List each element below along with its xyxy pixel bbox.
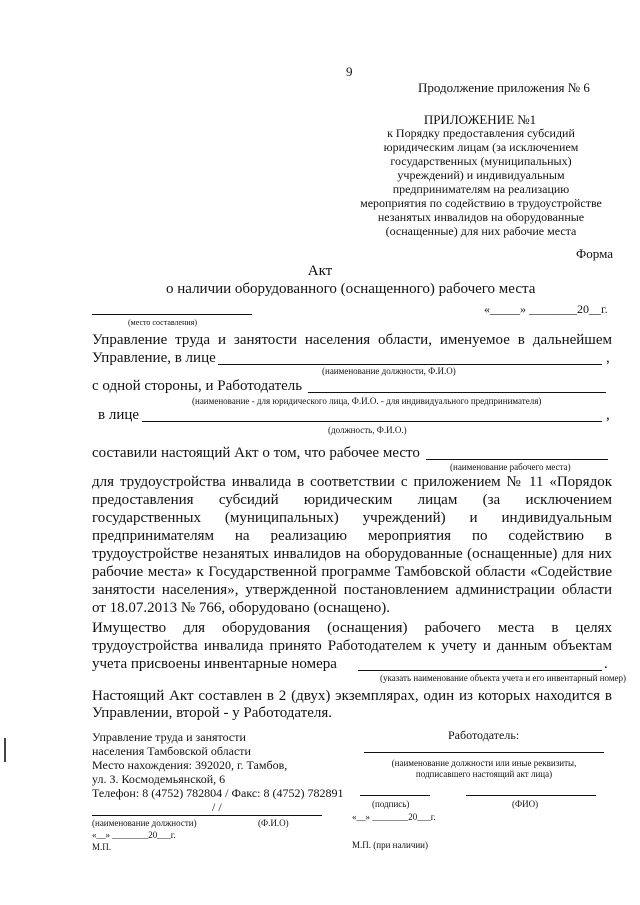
employer-line [308, 392, 606, 393]
body-line: с одной стороны, и Работодатель [92, 378, 303, 394]
caption-left-position: (наименование должности) [92, 818, 197, 828]
paragraph-6 [92, 620, 612, 673]
appendix-line: мероприятия по содействию в трудоустройстве [360, 196, 602, 210]
right-fio-line [466, 795, 596, 796]
appendix-line: юридическим лицам (за исключением [383, 140, 579, 154]
caption-left-fio: (Ф.И.О) [258, 818, 289, 828]
place-line [92, 314, 252, 315]
appendix-line: учреждений) и индивидуальным [397, 168, 565, 182]
caption-workplace: (наименование рабочего места) [450, 462, 571, 472]
body-line: Управление, в лице [92, 350, 216, 366]
body-line: для трудоустройства инвалида в соответствии с приложением № 11 «Порядок [92, 474, 612, 490]
caption-right-signer: подписавшего настоящий акт лица) [415, 769, 553, 779]
left-date: «__» ________20___г. [92, 830, 176, 840]
form-label: Форма [576, 246, 613, 261]
address-line: Телефон: 8 (4752) 782804 / Факс: 8 (4752) 782891 [92, 786, 344, 800]
page-number: 9 [346, 64, 353, 79]
appendix-title: ПРИЛОЖЕНИЕ №1 [423, 112, 537, 127]
appendix-line: (оснащенные) для них рабочие места [385, 224, 577, 238]
body-line: рабочие места» к Государственной программе Тамбовской области «Содействие [92, 564, 612, 580]
body-line: трудоустройстве незанятых инвалидов на оборудованные (оснащенные) для них [92, 546, 612, 562]
appendix-line: государственных (муниципальных) [390, 154, 572, 168]
continuation-note: Продолжение приложения № 6 [418, 80, 590, 95]
body-line: предпринимателям на реализацию мероприятия по содействию в [92, 528, 612, 544]
caption-employer: (наименование - для юридического лица, Ф.И.О. - для индивидуального предпринимателя) [192, 396, 542, 406]
body-line: Управлении, второй - у Работодателя. [92, 705, 333, 721]
workplace-line [426, 459, 608, 460]
place-caption: (место составления) [128, 318, 197, 327]
body-line: Настоящий Акт составлен в 2 (двух) экземплярах, один из которых находится в [92, 688, 612, 704]
caption-position: (наименование должности, Ф.И.О) [322, 366, 456, 376]
paragraph-5 [92, 474, 612, 617]
body-line: Имущество для оборудования (оснащения) рабочего места в целях [92, 620, 612, 636]
left-stamp: М.П. [92, 842, 112, 852]
right-position-line [364, 752, 604, 753]
body-line: Управление труда и занятости населения области, именуемое в дальнейшем [92, 332, 612, 348]
body-line: составили настоящий Акт о том, что рабочее место [92, 445, 420, 461]
body-line: занятости населения», утвержденной постановлением администрации области [92, 582, 612, 598]
body-line: учета присвоены инвентарные номера [92, 656, 337, 672]
address-line: Место нахождения: 392020, г. Тамбов, [92, 758, 288, 772]
employer-title: Работодатель: [448, 728, 520, 742]
body-line: трудоустройства инвалида принято Работодателем к учету и данным объектам [92, 638, 612, 654]
appendix-line: к Порядку предоставления субсидий [387, 126, 575, 140]
body-line: государственных (муниципальных) учреждений) и индивидуальным [92, 510, 612, 526]
address-line: населения Тамбовской области [92, 744, 251, 758]
position2-line [142, 421, 602, 422]
act-title: Акт [307, 263, 333, 279]
appendix-line: предпринимателям на реализацию [392, 182, 570, 196]
signature-slashes: / / [212, 800, 222, 814]
appendix-lines [330, 126, 632, 238]
address-line: ул. З. Космодемьянской, 6 [92, 772, 226, 786]
inventory-line [358, 670, 602, 671]
act-subtitle: о наличии оборудованного (оснащенного) рабочего места [166, 281, 536, 297]
caption-inventory: (указать наименование объекта учета и его инвентарный номер) [380, 673, 627, 683]
right-stamp: М.П. (при наличии) [352, 840, 428, 850]
body-line: в лице [98, 407, 140, 423]
right-sign-line [360, 795, 430, 796]
period: . [604, 656, 608, 672]
caption-right-sign: (подпись) [372, 799, 410, 809]
left-signature-line [92, 815, 322, 816]
comma: , [606, 350, 610, 366]
body-line: предоставления субсидий юридическим лицам (за исключением [92, 492, 612, 508]
caption-right-fio: (ФИО) [512, 799, 539, 809]
right-date: «__» ________20___г. [352, 812, 436, 822]
appendix-line: незанятых инвалидов на оборудованные [377, 210, 585, 224]
agency-address [92, 730, 352, 800]
act-date: «_____» ________20__г. [484, 302, 608, 316]
position-line [218, 364, 602, 365]
comma: , [606, 407, 610, 423]
caption-right-requisites: (наименование должности или иные реквизиты, [391, 758, 577, 768]
address-line: Управление труда и занятости [92, 730, 246, 744]
body-line: от 18.07.2013 № 766, оборудовано (оснащено). [92, 600, 391, 616]
caption-position2: (должность, Ф.И.О.) [328, 425, 407, 435]
scan-edge-mark [4, 738, 6, 762]
